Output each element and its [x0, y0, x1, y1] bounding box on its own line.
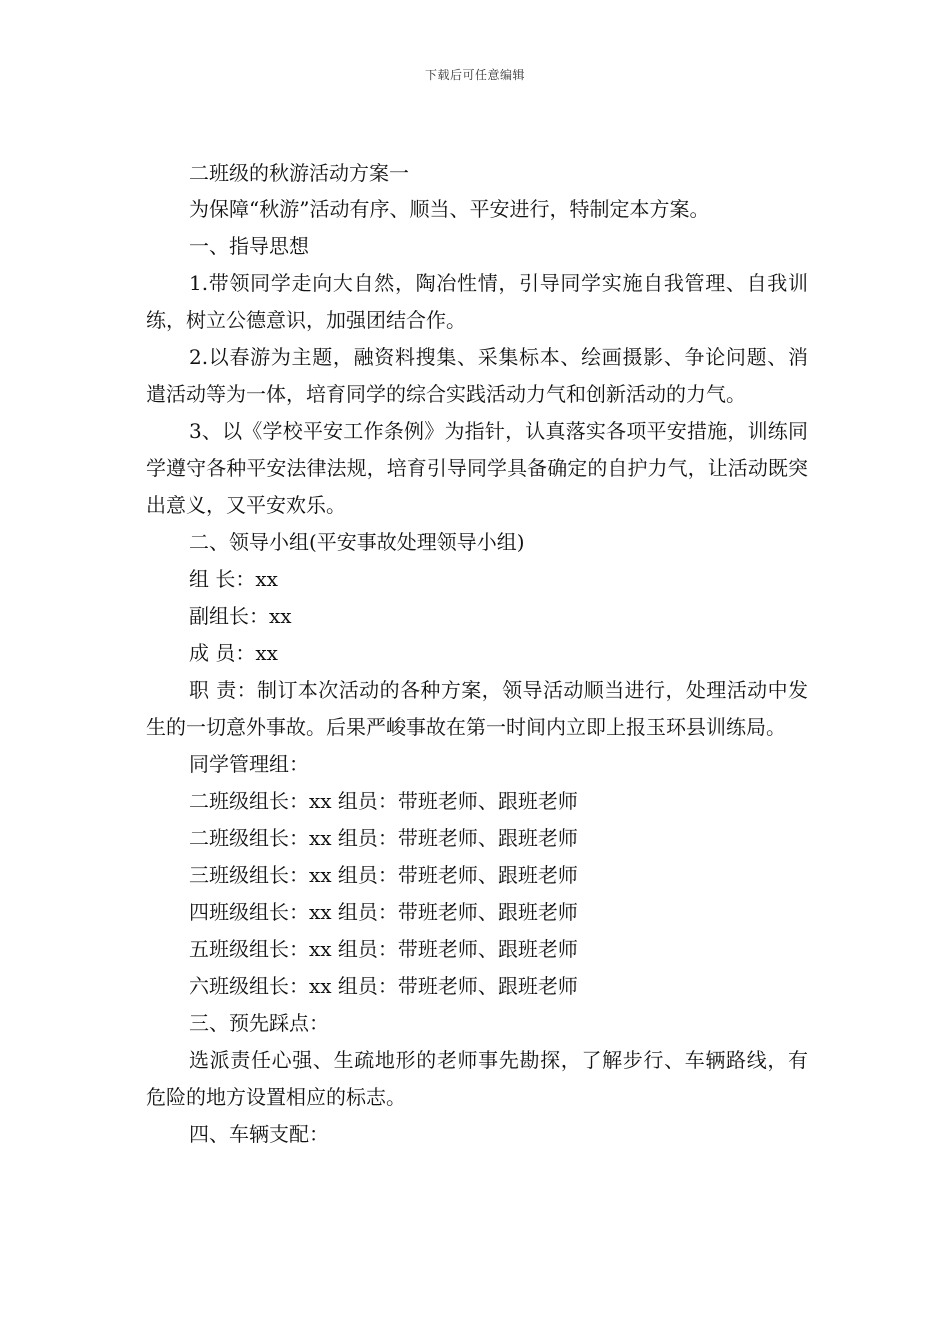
- site-survey-paragraph: 选派责任心强、生疏地形的老师事先勘探，了解步行、车辆路线，有危险的地方设置相应的标志。: [146, 1048, 808, 1109]
- members-line: 成 员：xx: [189, 641, 278, 665]
- student-management-heading: 同学管理组：: [189, 752, 309, 776]
- section-heading-leadership-group: 二、领导小组(平安事故处理领导小组): [189, 530, 525, 554]
- grade-group-line: 四班级组长：xx 组员：带班老师、跟班老师: [189, 900, 578, 924]
- document-title: 二班级的秋游活动方案一: [189, 161, 409, 185]
- document-body: [146, 155, 808, 1153]
- page-header-watermark: 下载后可任意编辑: [424, 68, 525, 82]
- section-heading-site-survey: 三、预先踩点：: [189, 1011, 329, 1035]
- section-heading-vehicle-arrangement: 四、车辆支配：: [189, 1122, 329, 1146]
- grade-group-line: 五班级组长：xx 组员：带班老师、跟班老师: [189, 937, 578, 961]
- guiding-point-1: 1.带领同学走向大自然，陶冶性情，引导同学实施自我管理、自我训练，树立公德意识，加强团结合作。: [146, 271, 808, 332]
- duties-paragraph: 职 责：制订本次活动的各种方案，领导活动顺当进行，处理活动中发生的一切意外事故。后果严峻事故在第一时间内立即上报玉环县训练局。: [146, 678, 808, 739]
- guiding-point-2: 2.以春游为主题，融资料搜集、采集标本、绘画摄影、争论问题、消遣活动等为一体，培育同学的综合实践活动力气和创新活动的力气。: [146, 345, 808, 406]
- deputy-leader-line: 副组长：xx: [189, 604, 292, 628]
- intro-paragraph: 为保障“秋游”活动有序、顺当、平安进行，特制定本方案。: [189, 197, 710, 221]
- grade-group-line: 六班级组长：xx 组员：带班老师、跟班老师: [189, 974, 578, 998]
- group-leader-line: 组 长：xx: [189, 567, 278, 591]
- grade-group-line: 二班级组长：xx 组员：带班老师、跟班老师: [189, 789, 578, 813]
- guiding-point-3: 3、以《学校平安工作条例》为指针，认真落实各项平安措施，训练同学遵守各种平安法律法规，培育引导同学具备确定的自护力气，让活动既突出意义，又平安欢乐。: [146, 419, 808, 517]
- grade-group-line: 二班级组长：xx 组员：带班老师、跟班老师: [189, 826, 578, 850]
- grade-group-line: 三班级组长：xx 组员：带班老师、跟班老师: [189, 863, 578, 887]
- section-heading-guiding-idea: 一、指导思想: [189, 234, 309, 258]
